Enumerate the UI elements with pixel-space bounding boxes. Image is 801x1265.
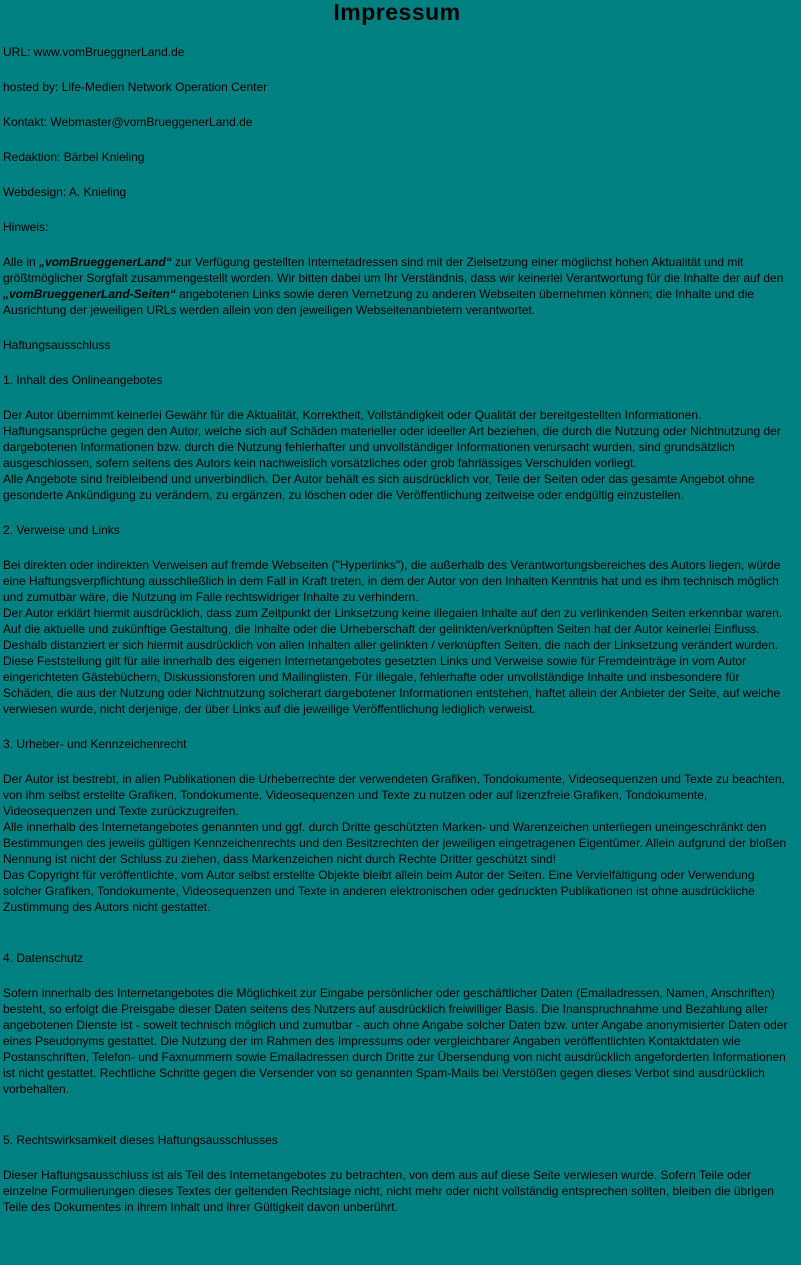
section-1-paragraph: Alle Angebote sind freibleibend und unverbindlich. Der Autor behält es sich ausdrücklich vor, Teile der Seiten oder das gesamte Angebot ohne gesonderte Ankündigung zu verändern, zu ergänzen, zu löschen oder die Veröffentlichung zeitweise oder endgültig einzustellen. xyxy=(3,472,755,502)
url-line: URL: www.vomBrueggnerLand.de xyxy=(3,45,185,59)
hinweis-part3: angebotenen Links sowie deren Vernetzung zu anderen Webseiten übernehmen können; die Inhalte und die Ausrichtung der jeweiligen URLs werden allein von den jeweiligen Webseitenanbietern verantwortet. xyxy=(3,287,754,317)
section-4-heading: 4. Datenschutz xyxy=(3,951,84,965)
redaktion-line: Redaktion: Bärbel Knieling xyxy=(3,150,145,164)
section-2-paragraph: Bei direkten oder indirekten Verweisen auf fremde Webseiten ("Hyperlinks"), die außerhalb des Verantwortungsbereiches des Autors liegen, würde eine Haftungsverpflichtung ausschließlich in dem Fall in Kraft treten, in dem der Autor von den Inhalten Kenntnis hat und es ihm technisch möglich und zumutbar wäre, die Nutzung im Falle rechtswidriger Inhalte zu verhindern. xyxy=(3,558,781,604)
section-5-heading: 5. Rechtswirksamkeit dieses Haftungsausschlusses xyxy=(3,1133,278,1147)
section-3-paragraph: Der Autor ist bestrebt, in allen Publikationen die Urheberrechte der verwendeten Grafiken, Tondokumente, Videosequenzen und Texte zu beachten, von ihm selbst erstellte Grafiken, Tondokumente, Videosequenzen und Texte zu nutzen oder auf lizenzfreie Grafiken, Tondokumente, Videosequenzen und Texte zurückzugreifen. xyxy=(3,772,785,818)
section-3-heading: 3. Urheber- und Kennzeichenrecht xyxy=(3,737,187,751)
section-4-body xyxy=(3,985,791,1097)
haftung-heading: Haftungsausschluss xyxy=(3,338,111,352)
hinweis-label: Hinweis: xyxy=(3,220,49,234)
kontakt-line: Kontakt: Webmaster@vomBrueggenerLand.de xyxy=(3,115,253,129)
section-3-paragraph: Das Copyright für veröffentlichte, vom Autor selbst erstellte Objekte bleibt allein beim Autor der Seiten. Eine Vervielfältigung oder Verwendung solcher Grafiken, Tondokumente, Videosequenzen und Texte in anderen elektronischen oder gedruckten Publikationen ist ohne ausdrückliche Zustimmung des Autors nicht gestattet. xyxy=(3,868,755,914)
section-1-body xyxy=(3,407,791,503)
section-2-heading: 2. Verweise und Links xyxy=(3,523,120,537)
hosted-line: hosted by: Life-Medien Network Operation Center xyxy=(3,80,268,94)
section-4-paragraph: Sofern innerhalb des Internetangebotes die Möglichkeit zur Eingabe persönlicher oder geschäftlicher Daten (Emailadressen, Namen, Anschriften) besteht, so erfolgt die Preisgabe dieser Daten seitens des Nutzers auf ausdrücklich freiwilliger Basis. Die Inanspruchnahme und Bezahlung aller angebotenen Dienste ist - soweit technisch möglich und zumutbar - auch ohne Angabe solcher Daten bzw. unter Angabe anonymisierter Daten oder eines Pseudonyms gestattet. Die Nutzung der im Rahmen des Impressums oder vergleichbarer Angaben veröffentlichten Kontaktdaten wie Postanschriften, Telefon- und Faxnummern sowie Emailadressen durch Dritte zur Übersendung von nicht ausdrücklich angeforderten Informationen ist nicht gestattet. Rechtliche Schritte gegen die Versender von so genannten Spam-Mails bei Verstößen gegen dieses Verbot sind ausdrücklich vorbehalten. xyxy=(3,986,788,1096)
hinweis-part1: Alle in xyxy=(3,255,40,269)
section-1-paragraph: Der Autor übernimmt keinerlei Gewähr für die Aktualität, Korrektheit, Vollständigkeit oder Qualität der bereitgestellten Informationen. Haftungsansprüche gegen den Autor, welche sich auf Schäden materieller oder ideeller Art beziehen, die durch die Nutzung oder Nichtnutzung der dargebotenen Informationen bzw. durch die Nutzung fehlerhafter und unvollständiger Informationen verursacht wurden, sind grundsätzlich ausgeschlossen, sofern seitens des Autors kein nachweislich vorsätzliches oder grob fahrlässiges Verschulden vorliegt. xyxy=(3,408,781,470)
section-2-body xyxy=(3,557,791,717)
section-5-paragraph: Dieser Haftungsausschluss ist als Teil des Internetangebotes zu betrachten, von dem aus auf diese Seite verwiesen wurde. Sofern Teile oder einzelne Formulierungen dieses Textes der geltenden Rechtslage nicht, nicht mehr oder nicht vollständig entsprechen sollten, bleiben die übrigen Teile des Dokumentes in ihrem Inhalt und ihrer Gültigkeit davon unberührt. xyxy=(3,1168,774,1214)
section-1-heading: 1. Inhalt des Onlineangebotes xyxy=(3,373,163,387)
section-2-paragraph: Der Autor erklärt hiermit ausdrücklich, dass zum Zeitpunkt der Linksetzung keine illegalen Inhalte auf den zu verlinkenden Seiten erkennbar waren. Auf die aktuelle und zukünftige Gestaltung, die Inhalte oder die Urheberschaft der gelinkten/verknüpften Seiten hat der Autor keinerlei Einfluss. Deshalb distanziert er sich hiermit ausdrücklich von allen Inhalten aller gelinkten / verknüpften Seiten, die nach der Linksetzung verändert wurden. Diese Feststellung gilt für alle innerhalb des eigenen Internetangebotes gesetzten Links und Verweise sowie für Fremdeinträge in vom Autor eingerichteten Gästebüchern, Diskussionsforen und Mailinglisten. Für illegale, fehlerhafte oder unvollständige Inhalte und insbesondere für Schäden, die aus der Nutzung oder Nichtnutzung solcherart dargebotener Informationen entstehen, haftet allein der Anbieter der Seite, auf welche verwiesen wurde, nicht derjenige, der über Links auf die jeweilige Veröffentlichung lediglich verweist. xyxy=(3,606,783,716)
section-3-body xyxy=(3,771,791,915)
page-title: Impressum xyxy=(333,0,461,25)
section-3-paragraph: Alle innerhalb des Internetangebotes genannten und ggf. durch Dritte geschützten Marken- und Warenzeichen unterliegen uneingeschränkt den Bestimmungen des jeweils gültigen Kennzeichenrechts und den Besitzrechten der jeweiligen eingetragenen Eigentümer. Allein aufgrund der bloßen Nennung ist nicht der Schluss zu ziehen, dass Markenzeichen nicht durch Rechte Dritter geschützt sind! xyxy=(3,820,787,866)
hinweis-part2: zur Verfügung gestellten Internetadressen sind mit der Zielsetzung einer möglichst hohen Aktualität und mit größtmöglicher Sorgfalt zusammengestellt worden. Wir bitten dabei um Ihr Verständnis, dass wir keinerlei Verantwortung für die Inhalte der auf den xyxy=(3,255,784,285)
brand-name: „vomBrueggenerLand“ xyxy=(39,255,172,269)
hinweis-paragraph xyxy=(3,254,791,318)
webdesign-line: Webdesign: A. Knieling xyxy=(3,185,127,199)
section-5-body xyxy=(3,1167,791,1215)
brand-pages-name: „vomBrueggenerLand-Seiten“ xyxy=(3,287,176,301)
